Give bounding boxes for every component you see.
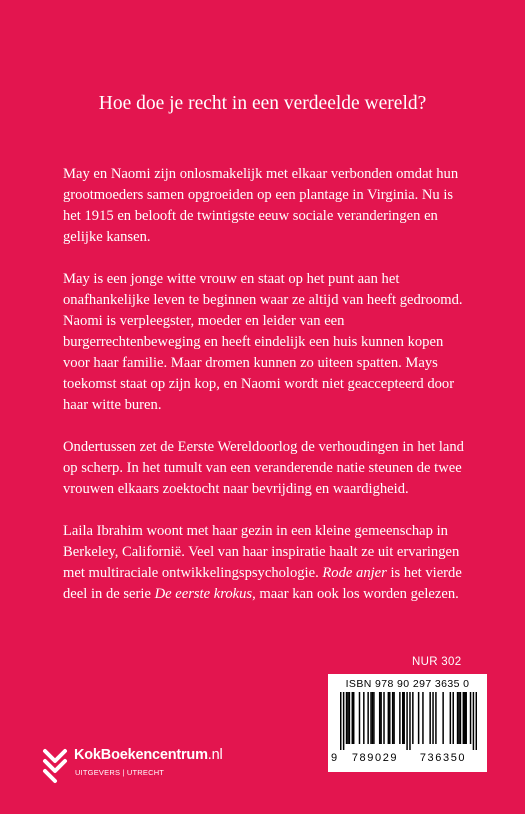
- barcode-bar: [450, 692, 451, 744]
- barcode-bar: [403, 692, 404, 744]
- barcode-bar: [372, 692, 373, 744]
- publisher-name-suffix: .nl: [207, 747, 223, 763]
- barcode-bar: [363, 692, 364, 744]
- barcode-bar: [392, 692, 393, 744]
- barcode-digits: [328, 752, 487, 768]
- barcode-bar: [432, 692, 433, 744]
- nur-code: NUR 302: [412, 656, 462, 668]
- barcode-bar: [473, 692, 474, 750]
- barcode-bar: [380, 692, 381, 744]
- barcode-bar: [476, 692, 477, 750]
- barcode-box: [328, 674, 487, 772]
- barcode-bar: [347, 692, 348, 744]
- book-title: Rode anjer: [322, 565, 387, 581]
- barcode-bar: [463, 692, 464, 744]
- barcode-bar: [340, 692, 341, 750]
- barcode-digits-right: 736350: [419, 752, 467, 764]
- author-bio: [63, 521, 473, 605]
- barcode-digit-first: 9: [331, 752, 338, 764]
- barcode-bar: [349, 692, 350, 744]
- barcode-icon: [340, 692, 477, 750]
- barcode-bar: [465, 692, 466, 744]
- barcode-bar: [406, 692, 407, 750]
- barcode-bar: [373, 692, 374, 744]
- barcode-bar: [442, 692, 443, 744]
- isbn-label: ISBN 978 90 297 3635 0: [345, 678, 470, 690]
- barcode-bar: [388, 692, 389, 744]
- barcode-bar: [452, 692, 453, 744]
- publisher-name: [74, 747, 223, 763]
- author-bio-text-2: is het vierde deel in de serie: [63, 565, 462, 602]
- barcode-bar: [435, 692, 436, 744]
- barcode-bar: [402, 692, 403, 744]
- barcode-bar: [389, 692, 390, 744]
- back-cover-heading: Hoe doe je recht in een verdeelde wereld?: [98, 93, 427, 114]
- blurb: [63, 164, 473, 605]
- barcode-bar: [464, 692, 465, 744]
- barcode-bar: [383, 692, 384, 744]
- barcode-bar: [367, 692, 368, 744]
- barcode-bar: [470, 692, 471, 744]
- kok-boekencentrum-mark-icon: [40, 746, 70, 784]
- blurb-paragraph-1: May en Naomi zijn onlosmakelijk met elkaar verbonden omdat hun grootmoeders samen opgroeiden op een plantage in Virginia. Nu is het 1915 en belooft de twintigste eeuw sociale veranderingen en gelijke kansen.: [63, 166, 459, 245]
- author-bio-text-3: , maar kan ook los worden gelezen.: [252, 586, 459, 602]
- series-title: De eerste krokus: [154, 586, 253, 602]
- blurb-paragraph-2: May is een jonge witte vrouw en staat op het punt aan het onafhankelijke leven te beginnen waar ze altijd van heeft gedroomd. Naomi is verpleegster, moeder en leider van een burgerrechtenbeweging en heeft eindelijk een huis kunnen kopen voor haar familie. Maar dromen kunnen zo uiteen spatten. Mays toekomst staat op zijn kop, en Naomi wordt niet geaccepteerd door haar witte buren.: [63, 271, 463, 413]
- barcode-digits-left: 789029: [351, 752, 399, 764]
- publisher-name-main: KokBoekencentrum: [74, 747, 208, 763]
- blurb-paragraph-3: Ondertussen zet de Eerste Wereldoorlog de verhoudingen in het land op scherp. In het tumult van een veranderende natie steunen de twee vrouwen elkaars zoektocht naar bevrijding en waardigheid.: [63, 439, 464, 497]
- barcode-bar: [359, 692, 360, 744]
- barcode-bar: [346, 692, 347, 744]
- barcode-bar: [353, 692, 354, 744]
- barcode-bar: [343, 692, 344, 750]
- barcode-bar: [422, 692, 423, 744]
- barcode-bar: [429, 692, 430, 744]
- barcode-bar: [458, 692, 459, 744]
- barcode-bar: [399, 692, 400, 744]
- barcode-bar: [418, 692, 419, 744]
- barcode-bar: [393, 692, 394, 744]
- barcode-bar: [409, 692, 410, 750]
- author-bio-text: Laila Ibrahim woont met haar gezin in een kleine gemeenschap in Berkeley, Californië. Veel van haar inspiratie haalt ze uit ervaringen met multiraciale ontwikkelingspsychologie.: [63, 523, 460, 581]
- barcode-bar: [370, 692, 371, 744]
- publisher-logo: [40, 745, 260, 785]
- barcode-bar: [460, 692, 461, 744]
- barcode-bar: [379, 692, 380, 744]
- publisher-subline: UITGEVERS | UTRECHT: [75, 768, 165, 777]
- barcode-bar: [352, 692, 353, 744]
- barcode-bar: [457, 692, 458, 744]
- barcode-bar: [412, 692, 413, 744]
